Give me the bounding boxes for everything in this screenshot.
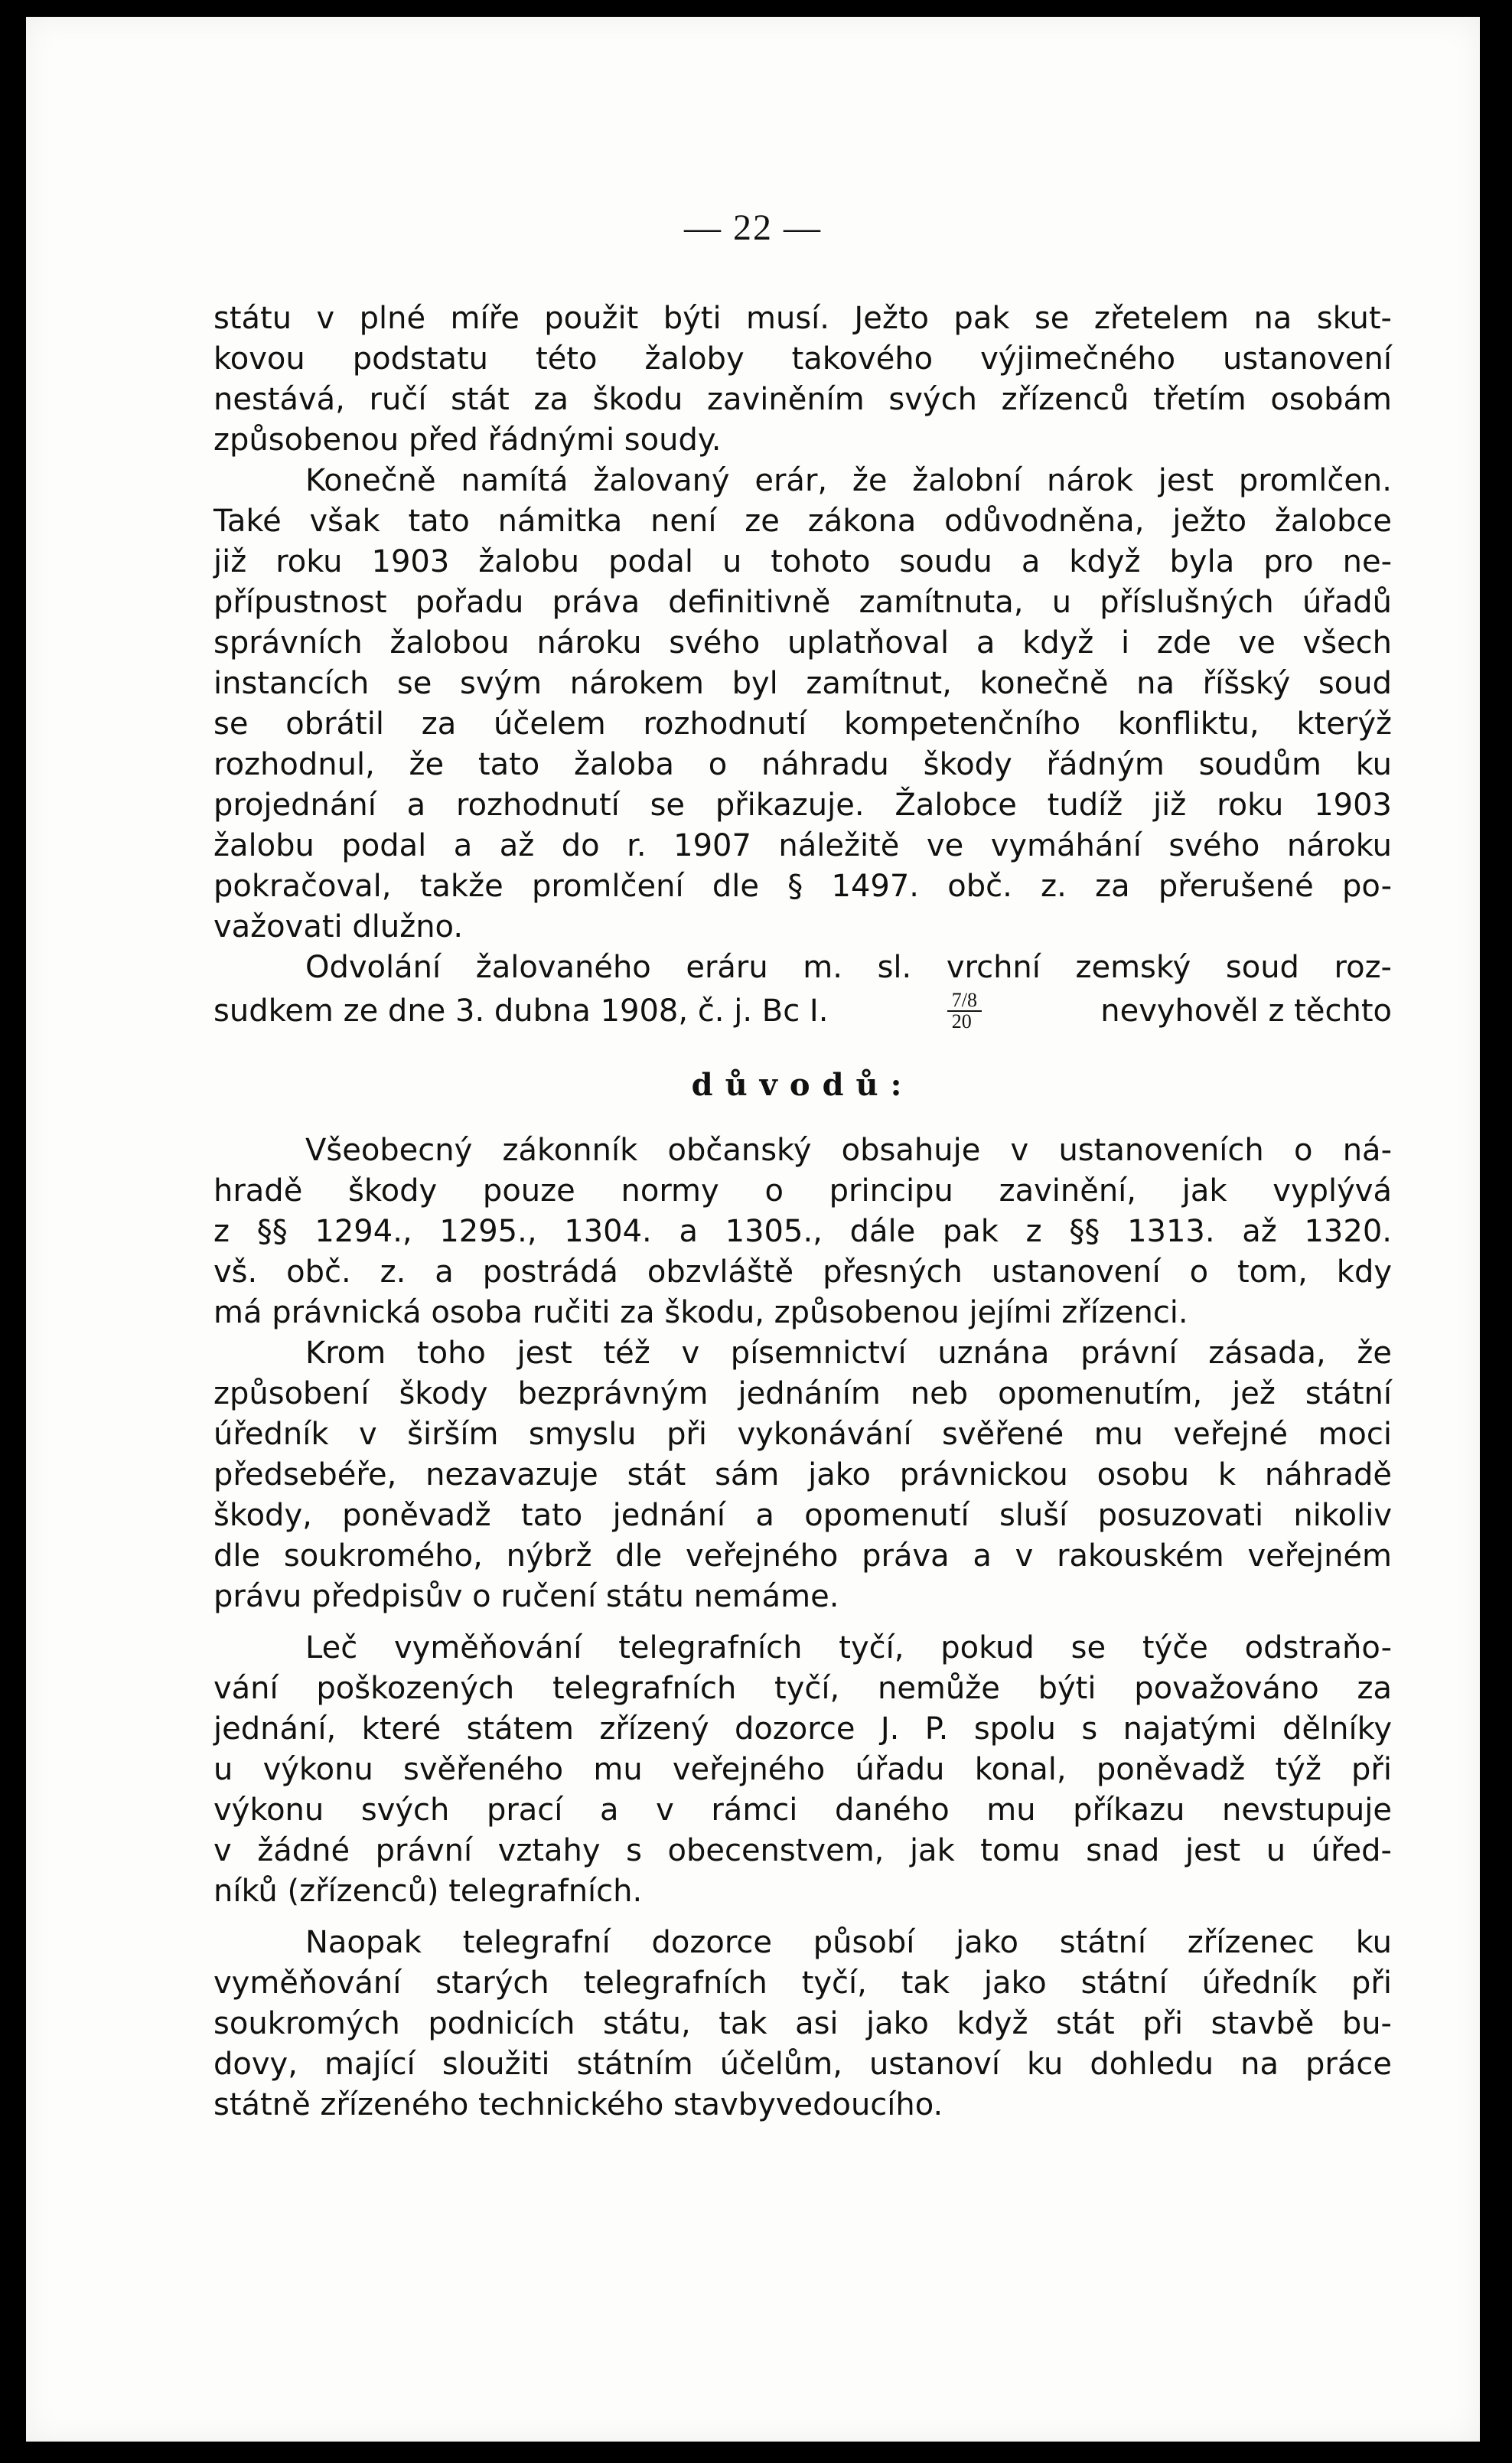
text-line: Také však tato námitka není ze zákona odůvodněna, ježto žalobce bbox=[213, 504, 1392, 539]
text-line: předsebéře, nezavazuje stát sám jako právnickou osobu k náhradě bbox=[213, 1457, 1392, 1492]
text-line: vání poškozených telegrafních tyčí, nemůže býti považováno za bbox=[213, 1671, 1392, 1706]
paragraph bbox=[213, 1333, 1392, 1617]
paragraph bbox=[213, 461, 1392, 948]
text-line: hradě škody pouze normy o principu zavinění, jak vyplývá bbox=[213, 1173, 1392, 1209]
paragraph bbox=[213, 1130, 1392, 1333]
text-line: z §§ 1294., 1295., 1304. a 1305., dále pak z §§ 1313. až 1320. bbox=[213, 1214, 1392, 1249]
text-line: úředník v širším smyslu při vykonávání svěřené mu veřejné moci bbox=[213, 1417, 1392, 1452]
text-line: dle soukromého, nýbrž dle veřejného práva a v rakouském veřejném bbox=[213, 1538, 1392, 1574]
text-line: u výkonu svěřeného mu veřejného úřadu konal, poněvadž týž při bbox=[213, 1752, 1392, 1787]
text-line-with-fraction bbox=[213, 988, 1392, 1034]
text-line: způsobenou před řádnými soudy. bbox=[213, 422, 722, 458]
text-fragment: nevyhověl z těchto bbox=[1100, 993, 1392, 1029]
page-number: — 22 — bbox=[684, 207, 822, 248]
text-line: správních žalobou nároku svého uplatňoval a když i zde ve všech bbox=[213, 625, 1392, 661]
text-line: Konečně namítá žalovaný erár, že žalobní nárok jest promlčen. bbox=[305, 463, 1392, 498]
section-heading: důvodů: bbox=[691, 1067, 914, 1103]
text-line: má právnická osoba ručiti za škodu, způsobenou jejími zřízenci. bbox=[213, 1295, 1188, 1330]
text-line: Krom toho jest též v písemnictví uznána právní zásada, že bbox=[305, 1336, 1392, 1371]
text-line: vyměňování starých telegrafních tyčí, tak jako státní úředník při bbox=[213, 1966, 1392, 2001]
text-line: dovy, mající sloužiti státním účelům, ustanoví ku dohledu na práce bbox=[213, 2047, 1392, 2082]
text-line: státu v plné míře použit býti musí. Ježto pak se zřetelem na skut- bbox=[213, 301, 1392, 336]
text-line: škody, poněvadž tato jednání a opomenutí sluší posuzovati nikoliv bbox=[213, 1498, 1392, 1533]
text-line: pokračoval, takže promlčení dle § 1497. obč. z. za přerušené po- bbox=[213, 869, 1392, 904]
scan-edge bbox=[1480, 0, 1512, 2463]
fraction-denominator: 20 bbox=[951, 1010, 972, 1033]
fraction-numerator: 7/8 bbox=[947, 990, 982, 1012]
text-line: vš. obč. z. a postrádá obzvláště přesných ustanovení o tom, kdy bbox=[213, 1254, 1392, 1290]
text-line: již roku 1903 žalobu podal u tohoto soudu a když byla pro ne- bbox=[213, 544, 1392, 579]
text-line: nestává, ručí stát za škodu zaviněním svých zřízenců třetím osobám bbox=[213, 382, 1392, 417]
text-line: přípustnost pořadu práva definitivně zamítnuta, u příslušných úřadů bbox=[213, 585, 1392, 620]
text-line: soukromých podnicích státu, tak asi jako když stát při stavbě bu- bbox=[213, 2006, 1392, 2041]
text-line: v žádné právní vztahy s obecenstvem, jak tomu snad jest u úřed- bbox=[213, 1833, 1392, 1868]
text-line: níků (zřízenců) telegrafních. bbox=[213, 1874, 643, 1909]
paragraph-gap bbox=[213, 1912, 1392, 1923]
text-line: Leč vyměňování telegrafních tyčí, pokud se týče odstraňo- bbox=[305, 1630, 1392, 1665]
text-line: projednání a rozhodnutí se přikazuje. Žalobce tudíž již roku 1903 bbox=[213, 788, 1392, 823]
text-line: Všeobecný zákonník občanský obsahuje v ustanoveních o ná- bbox=[305, 1133, 1392, 1168]
text-line: právu předpisův o ručení státu nemáme. bbox=[213, 1579, 839, 1614]
text-fragment: sudkem ze dne 3. dubna 1908, č. j. Bc I. bbox=[213, 993, 829, 1029]
text-line: važovati dlužno. bbox=[213, 909, 464, 944]
paragraph bbox=[213, 1628, 1392, 1912]
fraction bbox=[947, 990, 982, 1032]
paragraph-gap bbox=[213, 1617, 1392, 1628]
text-line: žalobu podal a až do r. 1907 náležitě ve vymáhání svého nároku bbox=[213, 828, 1392, 863]
paragraph bbox=[213, 298, 1392, 461]
text-line: se obrátil za účelem rozhodnutí kompetenčního konfliktu, kterýž bbox=[213, 706, 1392, 742]
text-line: instancích se svým nárokem byl zamítnut, konečně na říšský soud bbox=[213, 666, 1392, 701]
text-line: Odvolání žalovaného eráru m. sl. vrchní zemský soud roz- bbox=[305, 950, 1392, 985]
body-text bbox=[213, 298, 1392, 2125]
text-line: rozhodnul, že tato žaloba o náhradu škody řádným soudům ku bbox=[213, 747, 1392, 782]
text-line: výkonu svých prací a v rámci daného mu příkazu nevstupuje bbox=[213, 1793, 1392, 1828]
text-line: jednání, které státem zřízený dozorce J. P. spolu s najatými dělníky bbox=[213, 1711, 1392, 1747]
text-line: státně zřízeného technického stavbyvedoucího. bbox=[213, 2087, 943, 2122]
text-line: kovou podstatu této žaloby takového výjimečného ustanovení bbox=[213, 341, 1392, 377]
text-line: Naopak telegrafní dozorce působí jako státní zřízenec ku bbox=[305, 1925, 1392, 1960]
document-page bbox=[26, 17, 1480, 2442]
paragraph bbox=[213, 1923, 1392, 2125]
text-line: způsobení škody bezprávným jednáním neb opomenutím, jež státní bbox=[213, 1376, 1392, 1411]
paragraph bbox=[213, 948, 1392, 1034]
